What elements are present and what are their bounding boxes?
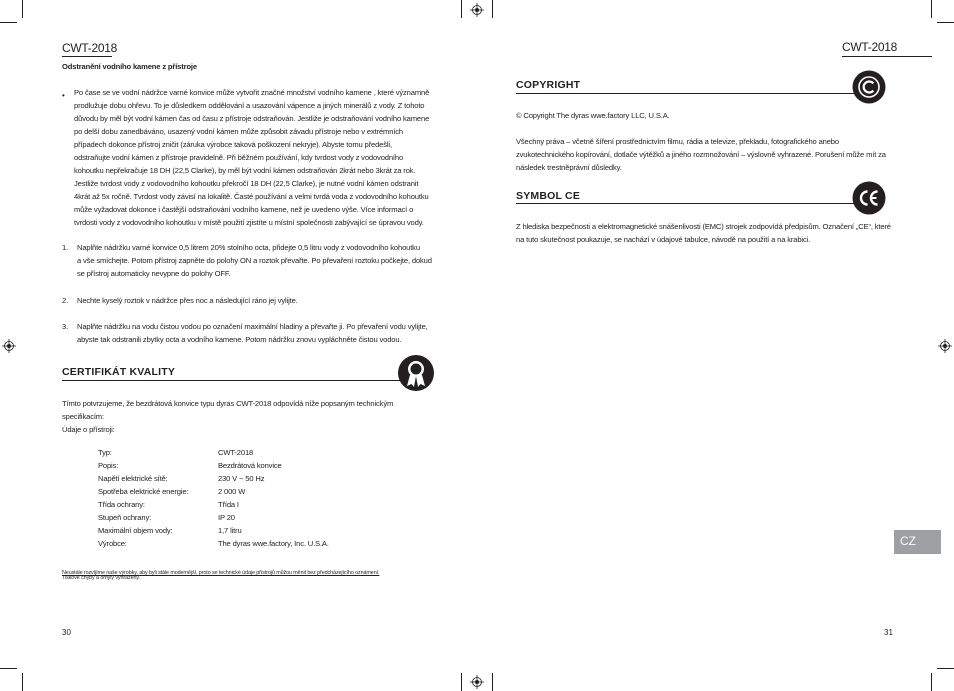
- paragraph-line: po delší dobu zanedbáváno, usazený vodní kámen může způsobit závadu přístroje nebo v extrémních: [74, 127, 403, 136]
- step-text: [77, 241, 447, 280]
- cert-intro-line: Tímto potvrzujeme, že bezdrátová konvice typu dyras CWT-2018 odpovídá níže popsaným technickým: [62, 399, 394, 408]
- footnote-line: Tiskové chyby a omyly vyhrazeny.: [62, 575, 140, 581]
- step-number: 3.: [62, 322, 69, 331]
- spec-row: [98, 461, 358, 474]
- paragraph-line: tvrdosti vody z vodovodního kohoutku v místě použití zjistíte u místní společnosti zabývající se úpravou vody.: [74, 218, 424, 227]
- spec-value: Třída I: [218, 500, 239, 509]
- cert-intro-line: specifikacím:: [62, 412, 104, 421]
- spec-label: Spotřeba elektrické energie:: [98, 487, 189, 496]
- section-rule: [516, 203, 856, 204]
- step-line: Naplňte nádržku varné konvice 0,5 litrem 20% stolního octa, přidejte 0,5 litru vody z vodovodního kohoutku: [77, 243, 420, 252]
- paragraph-line: případech dokonce přístroj zničit (záruka výrobce taková poškození nekryje). Abyste tomu předešli,: [74, 140, 392, 149]
- paragraph-line: prodlužuje dobu ohřevu. To je důsledkem oddělování a usazování vápence a jiných minerálů z vody. Z tohoto: [74, 101, 425, 110]
- section-rule: [516, 93, 856, 94]
- crosshair-registration-icon: [470, 3, 484, 17]
- spec-label: Popis:: [98, 461, 119, 470]
- spec-label: Maximální objem vody:: [98, 526, 173, 535]
- step-number: 2.: [62, 296, 69, 305]
- spec-label: Napětí elektrické sítě:: [98, 474, 168, 483]
- spec-row: [98, 500, 358, 513]
- rights-line: následek trestněprávní důsledky.: [516, 163, 622, 172]
- header-rule: [62, 56, 112, 57]
- section-rule: [62, 380, 402, 381]
- paragraph-line: kohoutku nepřekračuje 18 DH (22,5 Clarke), by měl být vodní kámen odstraňován 2krát nebo 3krát za rok.: [74, 166, 416, 175]
- spec-value: 230 V ~ 50 Hz: [218, 474, 265, 483]
- descaling-title: Odstranění vodního kamene z přístroje: [62, 62, 197, 71]
- crosshair-registration-icon: [470, 675, 484, 689]
- cert-section-title: CERTIFIKÁT KVALITY: [62, 366, 176, 378]
- cert-intro: [62, 397, 422, 436]
- spec-row: [98, 487, 358, 500]
- spec-label: Třída ochrany:: [98, 500, 145, 509]
- spec-label: Typ:: [98, 448, 112, 457]
- step-line: a vše smíchejte. Potom přístroj zapněte do polohy ON a roztok převařte. Po převaření roztoku počkejte, dokud: [77, 256, 432, 265]
- page-model-header: CWT-2018: [62, 41, 117, 55]
- spec-value: CWT-2018: [218, 448, 254, 457]
- header-rule: [842, 56, 932, 57]
- spec-row: [98, 539, 358, 552]
- paragraph-line: může vyžadovat dokonce i častější odstraňování vodního kamene, než je uvedeno výše. Více informací o: [74, 205, 414, 214]
- descaling-paragraph: [74, 86, 446, 229]
- step-text: [77, 320, 447, 346]
- paragraph-line: důvodu by měl být vodní kámen čas od času z přístroje odstraňován. Jestliže je odstraňování vodního kamene: [74, 114, 430, 123]
- language-tab-label: CZ: [900, 534, 916, 548]
- paragraph-line: Jestliže tvrdost vody z vodovodního kohoutku překročí 18 DH (22,5 Clarke), je nutné vodní kámen odstranit: [74, 179, 419, 188]
- ce-line: Z hlediska bezpečnosti a elektromagnetické snášenlivosti (EMC) strojek zodpovídá předpisům. Označení „CE“, které: [516, 222, 891, 231]
- rights-line: Všechny práva – včetně šíření prostřednictvím filmu, rádia a televize, překladu, fotografického anebo: [516, 137, 839, 146]
- spec-value: The dyras wwe.factory, Inc. U.S.A.: [218, 539, 329, 548]
- paragraph-line: Po čase se ve vodní nádržce varné konvice může vytvořit značné množství vodního kamene , které významně: [74, 88, 430, 97]
- page-number: 31: [884, 628, 893, 637]
- spec-value: Bezdrátová konvice: [218, 461, 282, 470]
- step-line: abyste tak odstranili zbytky octa a vodního kamene. Potom nádržku znovu vypláchněte čistou vodou.: [77, 335, 402, 344]
- spec-value: 1,7 litru: [218, 526, 242, 535]
- spec-row: [98, 513, 358, 526]
- ce-line: na tuto skutečnost poukazuje, se nachází v údajové tabulce, návodě na použití a na krabici.: [516, 235, 811, 244]
- paragraph-line: odstraňujte vodní kámen z přístroje pravidelně. Při běžném používání, kdy tvrdost vody z vodovodního: [74, 153, 404, 162]
- page-number: 30: [62, 628, 71, 637]
- copyright-line: © Copyright The dyras wwe.factory LLC, U.S.A.: [516, 111, 670, 120]
- spec-label: Stupeň ochrany:: [98, 513, 152, 522]
- cert-intro-line: Údaje o přístroji:: [62, 425, 115, 434]
- footnote-line: Neustále rozvíjíme naše výrobky, aby byli stále modernější, proto se technické údaje přístrojů můžou měnit bez předcházejícího oznámení.: [62, 570, 380, 576]
- spec-value: 2 000 W: [218, 487, 246, 496]
- step-line: Naplňte nádržku na vodu čistou vodou po označení maximální hladiny a převařte ji. Po převaření vodu vylijte,: [77, 322, 428, 331]
- ce-mark-icon: [852, 181, 886, 215]
- step-number: 1.: [62, 243, 69, 252]
- step-line: se přístroj automaticky nevypne do polohy OFF.: [77, 269, 231, 278]
- step-text: [77, 294, 447, 307]
- bullet-dot: •: [62, 91, 65, 100]
- crosshair-registration-icon: [938, 339, 952, 353]
- paragraph-line: 4krát až 5x ročně. Tvrdost vody závisí na lokalitě. Časté používání a velmi tvrdá voda z vodovodního kohoutku: [74, 192, 429, 201]
- spec-row: [98, 474, 358, 487]
- spec-value: IP 20: [218, 513, 235, 522]
- rosette-award-icon: [397, 354, 435, 392]
- spec-label: Výrobce:: [98, 539, 127, 548]
- language-tab: [894, 530, 941, 554]
- step-line: Nechte kyselý roztok v nádržce přes noc a následující ráno jej vylijte.: [77, 296, 298, 305]
- copyright-section-title: COPYRIGHT: [516, 79, 581, 91]
- footnote: [62, 571, 442, 581]
- page-model-header: CWT-2018: [842, 40, 897, 54]
- rights-line: zvukotechnického kopírování, dotlače výtěžků a jiného rozmnožování – výslovně vyhrazené. Porušení může mít za: [516, 150, 886, 159]
- crosshair-registration-icon: [2, 339, 16, 353]
- spec-row: [98, 526, 358, 539]
- ce-paragraph: [516, 220, 896, 246]
- copyright-c-icon: [852, 70, 886, 104]
- ce-section-title: SYMBOL CE: [516, 190, 581, 202]
- spec-row: [98, 448, 358, 461]
- rights-paragraph: [516, 135, 896, 174]
